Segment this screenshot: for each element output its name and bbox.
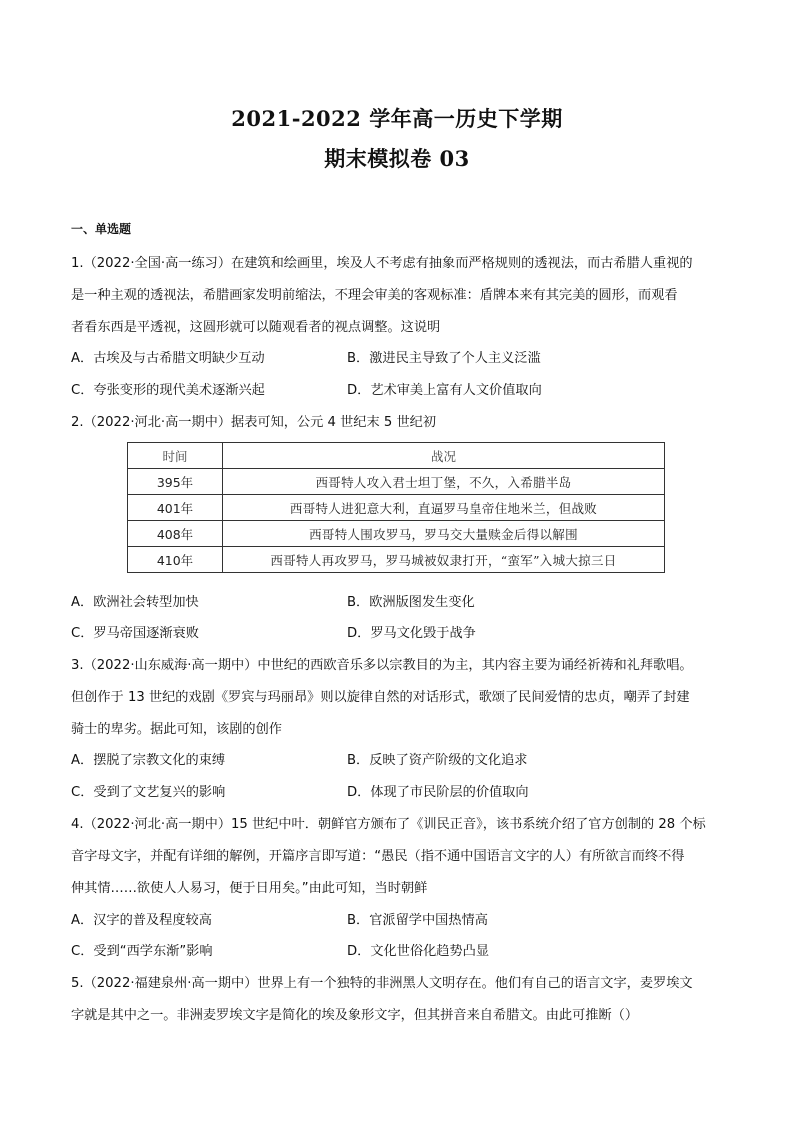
table-row: [128, 495, 665, 521]
table-cell-year: 408年: [128, 521, 223, 547]
question-4-stem: 伸其情……欲使人人易习，便于日用矣。”由此可知，当时朝鲜: [71, 881, 428, 896]
option-a: A．摆脱了宗教文化的束缚: [71, 753, 226, 768]
option-b: B．欧洲版图发生变化: [347, 595, 475, 610]
table-row: [128, 521, 665, 547]
question-5-stem: 字就是其中之一。非洲麦罗埃文字是简化的埃及象形文字，但其拼音来自希腊文。由此可推断（）: [71, 1008, 639, 1023]
question-3-stem: 但创作于 13 世纪的戏剧《罗宾与玛丽昂》则以旋律自然的对话形式，歌颂了民间爱情的忠贞，嘲弄了封建: [71, 690, 690, 705]
table-cell-event: 西哥特人再攻罗马，罗马城被奴隶打开，“蛮军”入城大掠三日: [223, 547, 665, 573]
option-b: B．官派留学中国热情高: [347, 913, 488, 928]
question-5-stem: 5.（2022·福建泉州·高一期中）世界上有一个独特的非洲黑人文明存在。他们有自己的语言文字，麦罗埃文: [71, 976, 693, 991]
option-b: B．反映了资产阶级的文化追求: [347, 753, 528, 768]
option-c: C．夸张变形的现代美术逐渐兴起: [71, 383, 265, 398]
option-d: D．罗马文化毁于战争: [347, 626, 476, 641]
table-cell-year: 395年: [128, 469, 223, 495]
question-1-stem: 是一种主观的透视法，希腊画家发明前缩法，不理会审美的客观标准：盾牌本来有其完美的圆形，而观看: [71, 288, 678, 303]
option-a: A．古埃及与古希腊文明缺少互动: [71, 351, 265, 366]
question-3-stem: 3.（2022·山东威海·高一期中）中世纪的西欧音乐多以宗教目的为主，其内容主要为诵经祈祷和礼拜歌唱。: [71, 658, 693, 673]
table-cell-event: 西哥特人攻入君士坦丁堡，不久，入希腊半岛: [223, 469, 665, 495]
table-cell-year: 410年: [128, 547, 223, 573]
table-row: [128, 547, 665, 573]
option-a: A．欧洲社会转型加快: [71, 595, 199, 610]
option-d: D．艺术审美上富有人文价值取向: [347, 383, 542, 398]
table-header-time: 时间: [128, 443, 223, 469]
question-1-stem: 者看东西是平透视，这圆形就可以随观看者的视点调整。这说明: [71, 320, 441, 335]
table-cell-year: 401年: [128, 495, 223, 521]
question-4-stem: 4.（2022·河北·高一期中）15 世纪中叶．朝鲜官方颁布了《训民正音》，该书系统介绍了官方创制的 28 个标: [71, 817, 706, 832]
table-header-situation: 战况: [223, 443, 665, 469]
option-a: A．汉字的普及程度较高: [71, 913, 212, 928]
option-b: B．激进民主导致了个人主义泛滥: [347, 351, 541, 366]
table-row: [128, 469, 665, 495]
option-c: C．罗马帝国逐渐衰败: [71, 626, 199, 641]
question-4-stem: 音字母文字，并配有详细的解例，开篇序言即写道：“愚民（指不通中国语言文字的人）有所欲言而终不得: [71, 849, 685, 864]
exam-subtitle: 期末模拟卷 03: [324, 146, 470, 171]
table-header-row: [128, 443, 665, 469]
option-c: C．受到了文艺复兴的影响: [71, 785, 226, 800]
question-3-stem: 骑士的卑劣。据此可知，该剧的创作: [71, 722, 282, 737]
exam-title: 2021-2022 学年高一历史下学期: [231, 106, 563, 131]
table-cell-event: 西哥特人进犯意大利，直逼罗马皇帝住地米兰，但战败: [223, 495, 665, 521]
war-table: [127, 442, 665, 573]
section-heading: 一、单选题: [71, 222, 132, 236]
question-1-stem: 1.（2022·全国·高一练习）在建筑和绘画里，埃及人不考虑有抽象而严格规则的透视法，而古希腊人重视的: [71, 256, 693, 271]
table-cell-event: 西哥特人围攻罗马，罗马交大量赎金后得以解围: [223, 521, 665, 547]
question-2-stem: 2.（2022·河北·高一期中）据表可知，公元 4 世纪末 5 世纪初: [71, 415, 437, 430]
option-d: D．体现了市民阶层的价值取向: [347, 785, 529, 800]
option-c: C．受到“西学东渐”影响: [71, 944, 213, 959]
option-d: D．文化世俗化趋势凸显: [347, 944, 490, 959]
